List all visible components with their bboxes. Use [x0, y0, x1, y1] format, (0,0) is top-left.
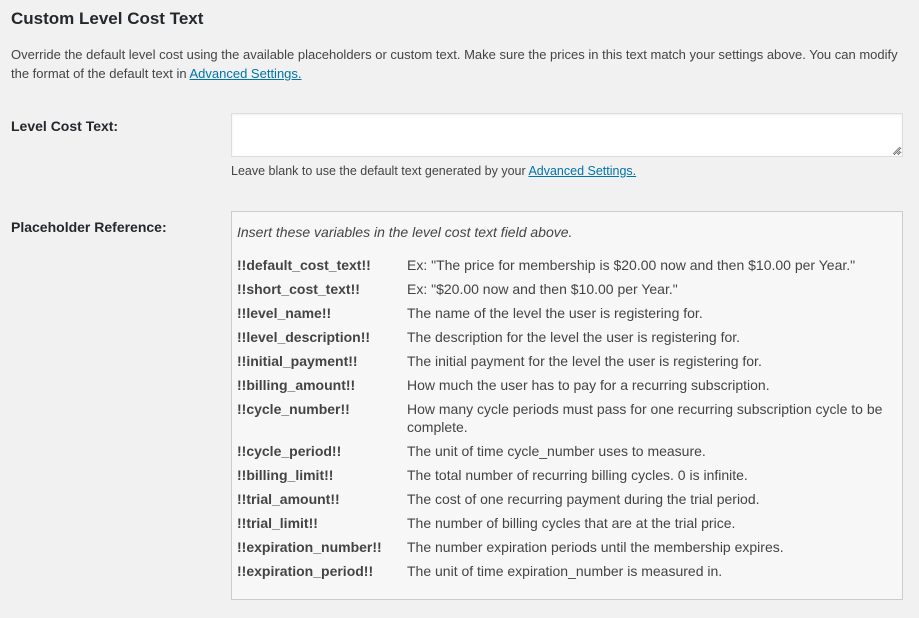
placeholder-variable: !!default_cost_text!! [237, 257, 371, 273]
placeholder-intro: Insert these variables in the level cost text field above. [237, 224, 573, 240]
placeholder-variable: !!level_name!! [237, 305, 332, 321]
placeholder-description: How much the user has to pay for a recurring subscription. [407, 377, 770, 393]
placeholder-row [237, 514, 897, 538]
placeholder-variable: !!short_cost_text!! [237, 281, 360, 297]
placeholder-variable: !!billing_amount!! [237, 377, 356, 393]
placeholder-description: The total number of recurring billing cycles. 0 is infinite. [407, 467, 748, 483]
placeholder-variable: !!trial_amount!! [237, 491, 340, 507]
placeholder-reference-label: Placeholder Reference: [11, 219, 167, 235]
placeholder-variable: !!initial_payment!! [237, 353, 358, 369]
placeholder-variable: !!level_description!! [237, 329, 371, 345]
placeholder-variable: !!trial_limit!! [237, 515, 318, 531]
placeholder-row [237, 328, 897, 352]
placeholder-description: The unit of time expiration_number is measured in. [407, 563, 723, 579]
hint-advanced-settings-link[interactable]: Advanced Settings. [528, 164, 637, 178]
placeholder-table [237, 256, 897, 586]
placeholder-variable: !!expiration_number!! [237, 539, 382, 555]
placeholder-description: The initial payment for the level the user is registering for. [407, 353, 762, 369]
placeholder-row [237, 376, 897, 400]
placeholder-description: The unit of time cycle_number uses to measure. [407, 443, 706, 459]
placeholder-row [237, 442, 897, 466]
placeholder-description: The number of billing cycles that are at the trial price. [407, 515, 736, 531]
placeholder-description: The number expiration periods until the membership expires. [407, 539, 784, 555]
advanced-settings-link[interactable]: Advanced Settings. [189, 66, 302, 81]
placeholder-variable: !!billing_limit!! [237, 467, 334, 483]
placeholder-row [237, 538, 897, 562]
placeholder-description: The cost of one recurring payment during the trial period. [407, 491, 760, 507]
hint-text: Leave blank to use the default text generated by your [231, 164, 529, 178]
placeholder-row [237, 490, 897, 514]
placeholder-description: The description for the level the user is registering for. [407, 329, 741, 345]
placeholder-row [237, 466, 897, 490]
section-description-text: Override the default level cost using the available placeholders or custom text. Make sure the prices in this text match your settings above. You can modify the format of the default text in [11, 47, 898, 81]
placeholder-variable: !!expiration_period!! [237, 563, 374, 579]
placeholder-row [237, 400, 897, 442]
placeholder-description: How many cycle periods must pass for one recurring subscription cycle to be complete. [407, 401, 883, 435]
level-cost-text-label: Level Cost Text: [11, 118, 119, 134]
level-cost-text-input[interactable] [231, 113, 903, 157]
placeholder-description: The name of the level the user is registering for. [407, 305, 703, 321]
placeholder-description: Ex: "$20.00 now and then $10.00 per Year." [407, 281, 678, 297]
placeholder-reference-box [231, 211, 903, 600]
placeholder-row [237, 280, 897, 304]
placeholder-row [237, 562, 897, 586]
placeholder-variable: !!cycle_period!! [237, 443, 342, 459]
placeholder-row [237, 304, 897, 328]
section-description [11, 45, 907, 83]
level-cost-text-hint [231, 164, 636, 178]
section-title: Custom Level Cost Text [11, 9, 204, 28]
placeholder-row [237, 352, 897, 376]
placeholder-row [237, 256, 897, 280]
placeholder-description: Ex: "The price for membership is $20.00 now and then $10.00 per Year." [407, 257, 856, 273]
placeholder-variable: !!cycle_number!! [237, 401, 350, 417]
